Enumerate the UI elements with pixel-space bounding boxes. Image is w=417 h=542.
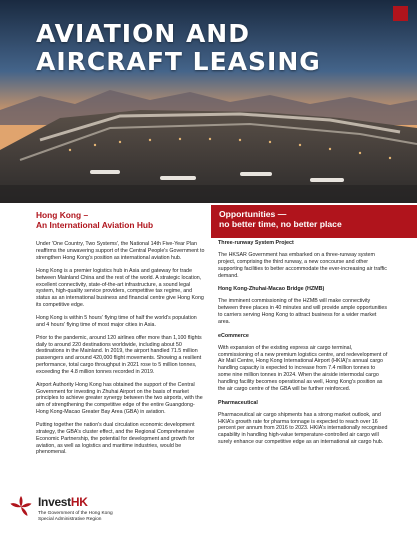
investhk-logo bbox=[38, 495, 88, 509]
corner-mark bbox=[393, 6, 408, 21]
banner-line-1: Opportunities — bbox=[219, 209, 287, 219]
left-paragraph: Putting together the nation's dual circulation economic development strategy, the GBA's cluster effect, and the Regional Comprehensive Economic Partnership, the potential for development and growth for aviation, as well as logistics and maritime industries, would be phenomenal. bbox=[36, 421, 195, 456]
brand-hk: HK bbox=[70, 495, 88, 509]
section-heading-runway: Three-runway System Project bbox=[218, 240, 294, 246]
section-heading-hzmb: Hong Kong-Zhuhai-Macao Bridge (HZMB) bbox=[218, 286, 325, 293]
section-paragraph: Pharmaceutical air cargo shipments has a strong market outlook, and HKIA's growth rate for pharma tonnage is expected to reach over 16 percent per annum from 2016 to 2023. HKIA's internationally recognised capability in handling high-value temperature-controlled air cargo will surely enhance our competitive edge as an international air cargo hub. bbox=[218, 411, 388, 446]
gov-line-1: The Government of the Hong Kong bbox=[38, 511, 113, 516]
left-heading-line-1: Hong Kong – bbox=[36, 210, 89, 220]
gov-line-2: Special Administrative Region bbox=[38, 517, 102, 523]
section-paragraph: The imminent commissioning of the HZMB will make connectivity between three places in 40 minutes and will provide ample opportunities to carriers serving Hong Kong to attract business for a wider market area. bbox=[218, 298, 388, 325]
section-paragraph: The HKSAR Government has embarked on a three-runway system project, comprising the third runway, a new concourse and other supporting facilities to better accommodate the ever-increasing air traffic demand. bbox=[218, 252, 387, 279]
government-attribution bbox=[38, 511, 113, 523]
brand-invest: Invest bbox=[38, 495, 71, 509]
page-title-line-2: AIRCRAFT LEASING bbox=[36, 47, 321, 76]
right-column bbox=[218, 240, 388, 446]
section-heading-pharmaceutical: Pharmaceutical bbox=[218, 399, 258, 406]
opportunities-banner bbox=[211, 205, 417, 238]
section-heading-ecommerce: eCommerce bbox=[218, 332, 249, 339]
page-title bbox=[36, 20, 321, 76]
bauhinia-logo-icon bbox=[8, 494, 34, 520]
left-column bbox=[36, 210, 206, 456]
left-heading-line-2: An International Aviation Hub bbox=[36, 220, 154, 231]
section-paragraph: With expansion of the existing express air cargo terminal, commissioning of a new premium logistics centre, and redevelopment of Air Mail Centre, Hong Kong International Airport (HKIA)'s annual cargo handling capacity is expected to increase from 7.4 million tonnes to some nine million tonnes in 2024. When the airside intermodal cargo handling facility becomes operational as well, Hong Kong's position as the air cargo centre of the GBA will be further reinforced. bbox=[218, 344, 388, 392]
left-paragraph: Hong Kong is a premier logistics hub in Asia and gateway for trade between Mainland China and the rest of the world. A strategic location, excellent connectivity, state-of-the-art infrastructure, a sound legal system, high-quality service providers, competitive tax regime, and status as an international business and financial centre give Hong Kong its competitive edge. bbox=[36, 267, 204, 309]
left-heading bbox=[36, 210, 206, 230]
banner-line-2: no better time, no better place bbox=[219, 219, 342, 230]
hero-image bbox=[0, 0, 417, 203]
left-paragraph: Under 'One Country, Two Systems', the National 14th Five-Year Plan reaffirms the unwavering support of the Central People's Government to strengthen Hong Kong's position as international aviation hub. bbox=[36, 241, 205, 262]
left-paragraph: Prior to the pandemic, around 120 airlines offer more than 1,100 flights daily to around 220 destinations worldwide, including about 50 destinations in the Mainland. In 2019, the airport handled 71.5 million passengers and around 420,000 flight movements. Showing a resilient performance, total cargo throughput in 2021 rose to 5 million tonnes, exceeding the 4.8 million tonnes recorded in 2019. bbox=[36, 334, 202, 375]
left-paragraph: Hong Kong is within 5 hours' flying time of half the world's population and 4 hours' flying time of most major cities in Asia. bbox=[36, 315, 197, 328]
left-paragraph: Airport Authority Hong Kong has obtained the support of the Central Government for investing in Zhuhai Airport on the basis of market principles to achieve greater synergy between the two airports, with the aim of strengthening the competitive edge of the entire Guangdong-Hong Kong-Macao Greater Bay Area (GBA) in aviation. bbox=[36, 381, 203, 416]
page-title-line-1: AVIATION AND bbox=[36, 19, 250, 48]
